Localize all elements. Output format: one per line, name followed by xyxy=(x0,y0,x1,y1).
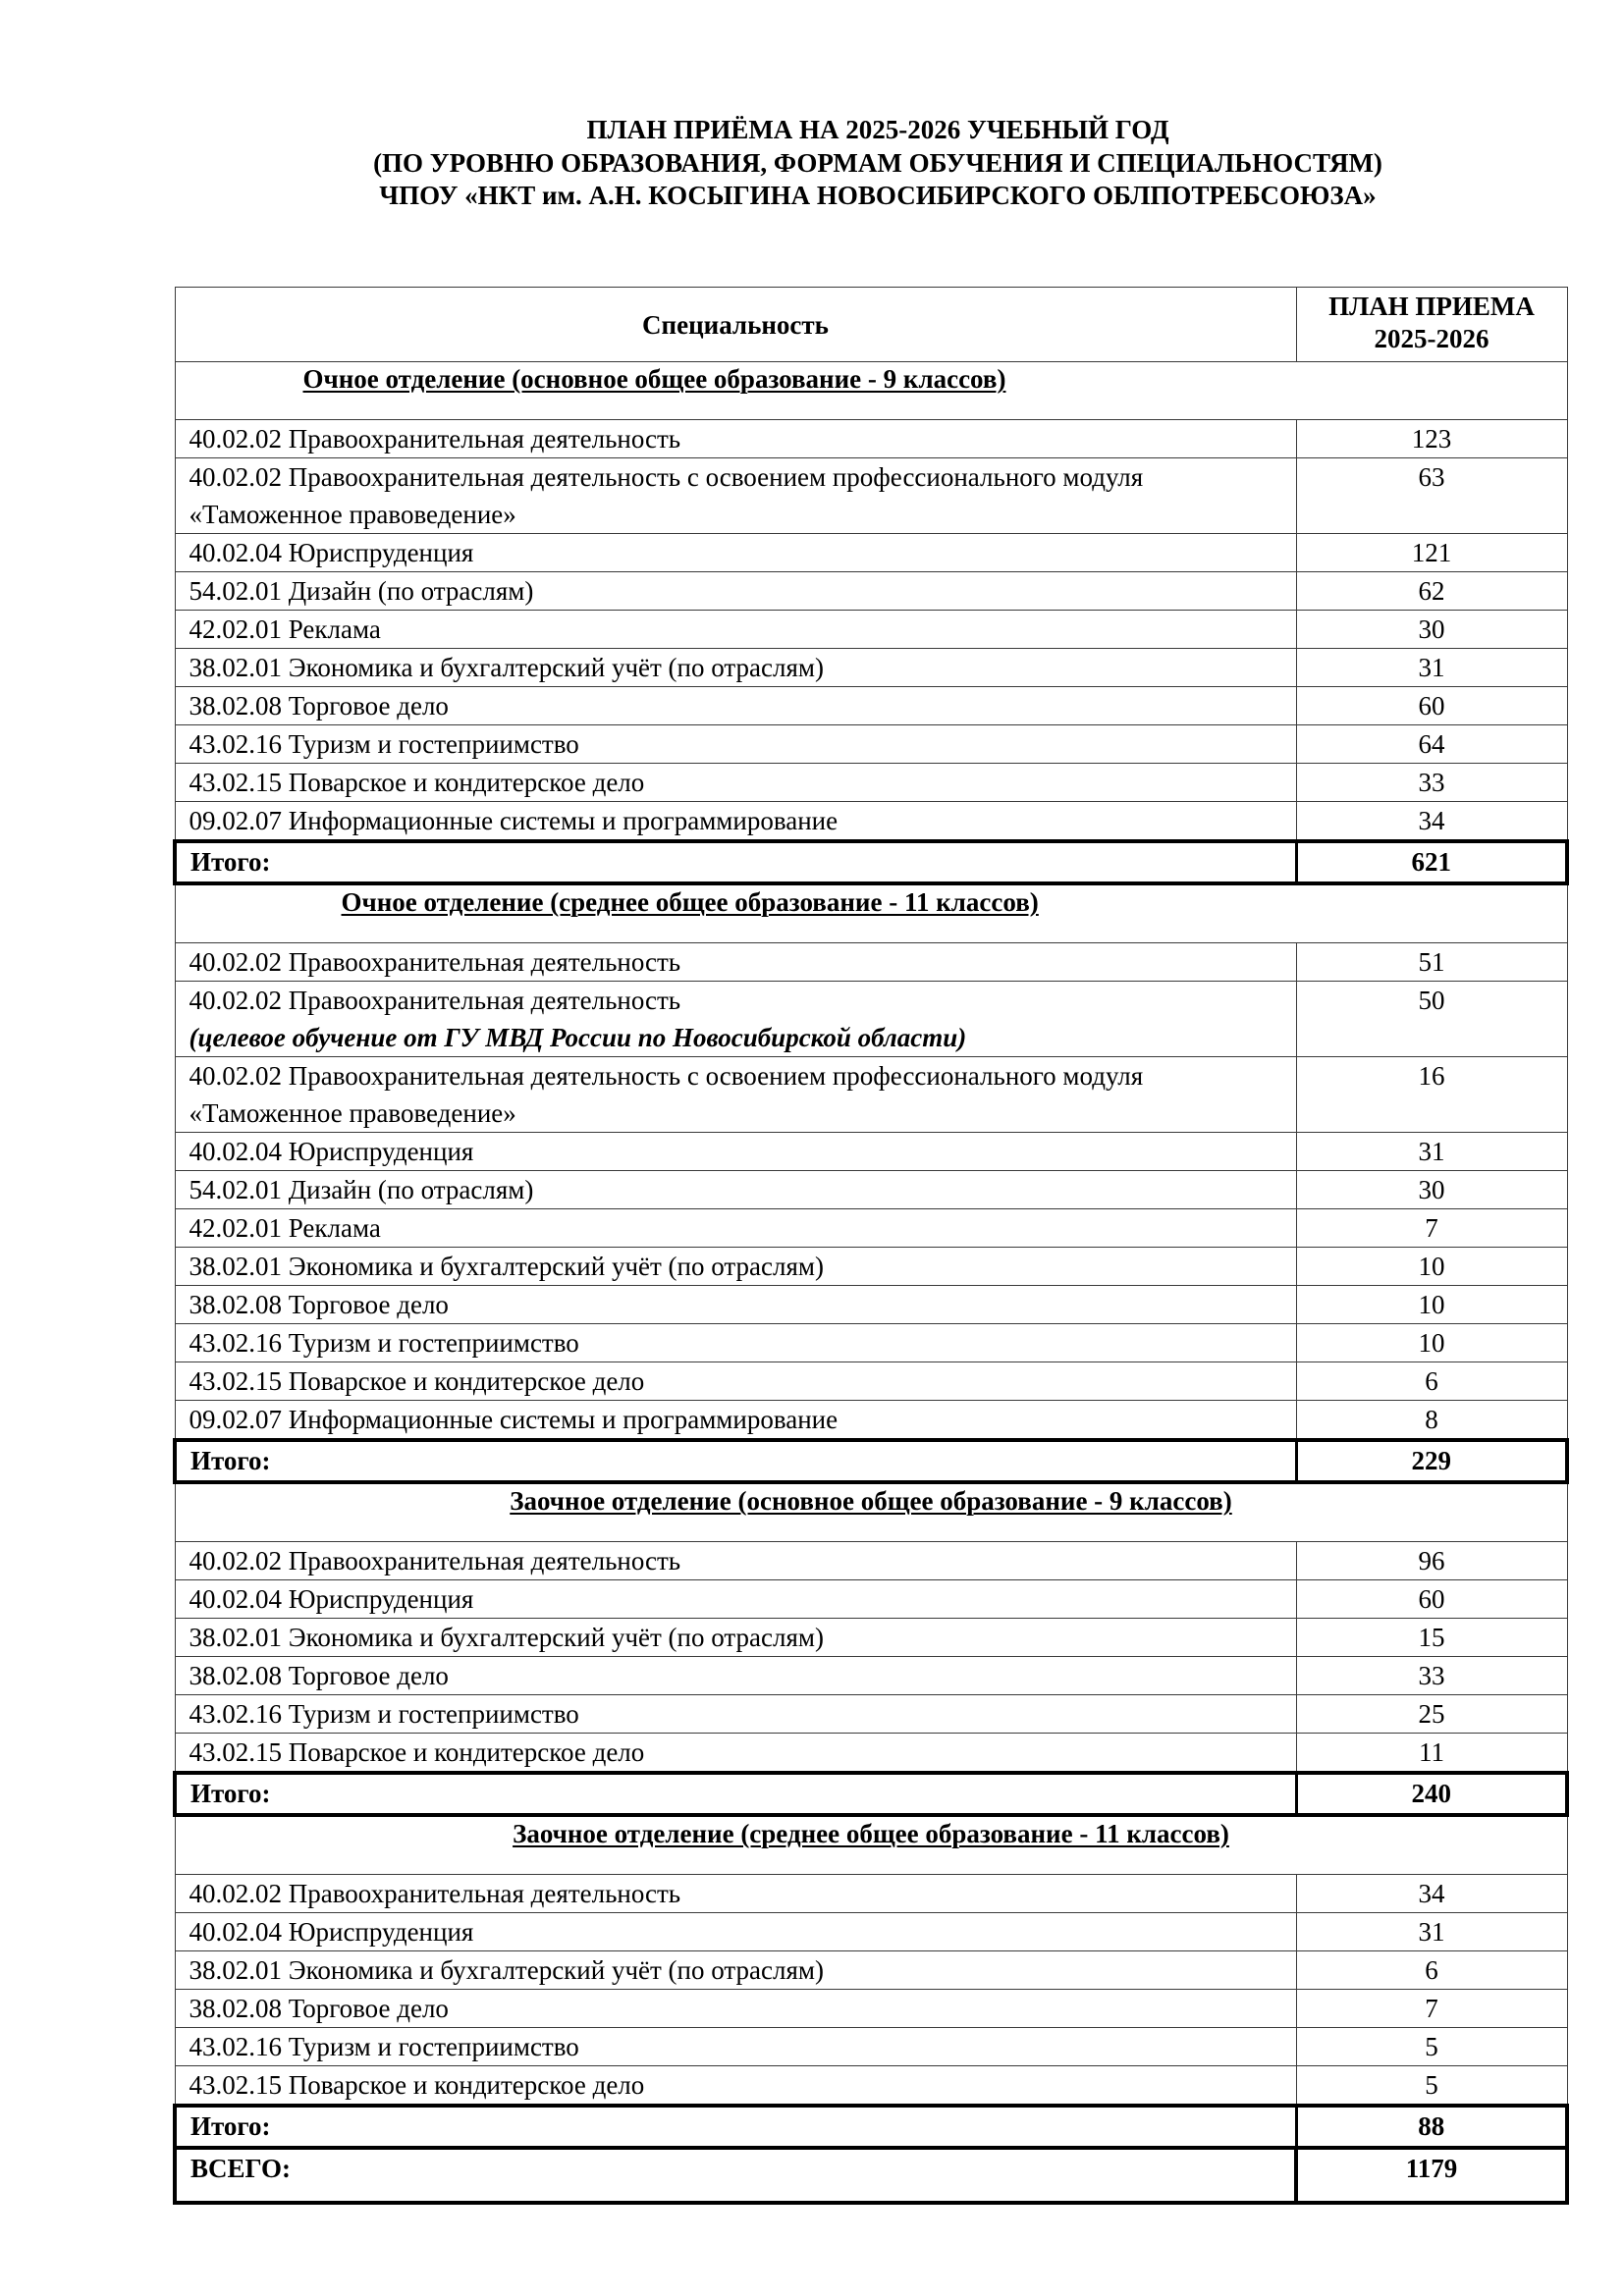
specialty-name: 40.02.02 Правоохранительная деятельность xyxy=(189,1546,681,1575)
table-row xyxy=(175,649,1567,687)
specialty-cell xyxy=(175,1209,1296,1248)
specialty-name: 40.02.02 Правоохранительная деятельность xyxy=(189,1879,681,1908)
table-row xyxy=(175,1362,1567,1401)
plan-value: 30 xyxy=(1296,611,1567,649)
plan-value: 64 xyxy=(1296,725,1567,764)
table-row xyxy=(175,1171,1567,1209)
plan-value: 63 xyxy=(1296,458,1567,534)
specialty-name: 40.02.04 Юриспруденция xyxy=(189,1137,474,1166)
table-header-row xyxy=(175,288,1567,362)
table-row xyxy=(175,1324,1567,1362)
table-row xyxy=(175,1619,1567,1657)
subtotal-row xyxy=(175,2106,1567,2148)
table-row xyxy=(175,1875,1567,1913)
plan-value: 15 xyxy=(1296,1619,1567,1657)
specialty-cell xyxy=(175,943,1296,982)
header-specialty: Специальность xyxy=(175,288,1296,362)
plan-value: 34 xyxy=(1296,802,1567,842)
specialty-name: 38.02.01 Экономика и бухгалтерский учёт (по отраслям) xyxy=(189,1955,824,1985)
specialty-cell xyxy=(175,1286,1296,1324)
specialty-name: 43.02.15 Поварское и кондитерское дело xyxy=(189,768,645,797)
table-row xyxy=(175,1695,1567,1734)
table-row xyxy=(175,1133,1567,1171)
plan-value: 7 xyxy=(1296,1209,1567,1248)
specialty-cell xyxy=(175,420,1296,458)
plan-value: 51 xyxy=(1296,943,1567,982)
specialty-name: 43.02.16 Туризм и гостеприимство xyxy=(189,1328,579,1358)
specialty-cell xyxy=(175,649,1296,687)
specialty-cell xyxy=(175,1057,1296,1133)
specialty-cell xyxy=(175,1580,1296,1619)
grand-total-row xyxy=(175,2148,1567,2203)
table-row xyxy=(175,1734,1567,1774)
title-line-1: ПЛАН ПРИЁМА НА 2025-2026 УЧЕБНЫЙ ГОД xyxy=(586,115,1169,144)
title-line-3: ЧПОУ «НКТ им. А.Н. КОСЫГИНА НОВОСИБИРСКОГО ОБЛПОТРЕБСОЮЗА» xyxy=(379,181,1377,210)
subtotal-row xyxy=(175,1773,1567,1815)
plan-value: 5 xyxy=(1296,2066,1567,2107)
specialty-name: 40.02.02 Правоохранительная деятельность с освоением профессионального модуля xyxy=(189,1061,1144,1091)
specialty-cell xyxy=(175,611,1296,649)
section-header-row xyxy=(175,883,1567,943)
table-row xyxy=(175,1542,1567,1580)
specialty-cell xyxy=(175,1875,1296,1913)
section-header-cell xyxy=(175,1815,1567,1875)
specialty-cell xyxy=(175,1990,1296,2028)
table-row xyxy=(175,764,1567,802)
specialty-name: 40.02.02 Правоохранительная деятельность xyxy=(189,947,681,977)
table-row xyxy=(175,1209,1567,1248)
plan-value: 6 xyxy=(1296,1362,1567,1401)
plan-value: 60 xyxy=(1296,1580,1567,1619)
specialty-cell xyxy=(175,1657,1296,1695)
plan-value: 96 xyxy=(1296,1542,1567,1580)
specialty-name: 38.02.08 Торговое дело xyxy=(189,1994,449,2023)
specialty-name: 43.02.16 Туризм и гостеприимство xyxy=(189,729,579,759)
specialty-cell xyxy=(175,1362,1296,1401)
specialty-cell xyxy=(175,1695,1296,1734)
header-plan-line-2: 2025-2026 xyxy=(1374,324,1489,353)
table-row xyxy=(175,687,1567,725)
grand-total-value: 1179 xyxy=(1296,2148,1567,2203)
specialty-cell xyxy=(175,1401,1296,1441)
plan-value: 31 xyxy=(1296,1913,1567,1951)
specialty-name: 09.02.07 Информационные системы и программирование xyxy=(189,806,839,835)
specialty-name: 54.02.01 Дизайн (по отраслям) xyxy=(189,576,534,606)
specialty-module: «Таможенное правоведение» xyxy=(189,1098,516,1128)
specialty-name: 43.02.16 Туризм и гостеприимство xyxy=(189,2032,579,2061)
specialty-name: 40.02.02 Правоохранительная деятельность xyxy=(189,424,681,454)
document-title xyxy=(0,114,1624,213)
table-row xyxy=(175,1913,1567,1951)
table-row xyxy=(175,611,1567,649)
title-line-2: (ПО УРОВНЮ ОБРАЗОВАНИЯ, ФОРМАМ ОБУЧЕНИЯ И СПЕЦИАЛЬНОСТЯМ) xyxy=(373,147,1382,178)
specialty-cell xyxy=(175,2028,1296,2066)
specialty-name: 38.02.01 Экономика и бухгалтерский учёт (по отраслям) xyxy=(189,653,824,682)
specialty-name: 38.02.01 Экономика и бухгалтерский учёт (по отраслям) xyxy=(189,1252,824,1281)
specialty-cell xyxy=(175,1133,1296,1171)
section-title: Заочное отделение (основное общее образование - 9 классов) xyxy=(510,1486,1232,1516)
specialty-cell xyxy=(175,458,1296,534)
specialty-name: 38.02.08 Торговое дело xyxy=(189,1661,449,1690)
specialty-cell xyxy=(175,1913,1296,1951)
table-row xyxy=(175,1580,1567,1619)
specialty-name: 09.02.07 Информационные системы и программирование xyxy=(189,1405,839,1434)
specialty-name: 40.02.04 Юриспруденция xyxy=(189,538,474,567)
specialty-name: 43.02.16 Туризм и гостеприимство xyxy=(189,1699,579,1729)
subtotal-label: Итого: xyxy=(175,841,1296,883)
plan-value: 62 xyxy=(1296,572,1567,611)
specialty-cell xyxy=(175,764,1296,802)
table-row xyxy=(175,1990,1567,2028)
table-row xyxy=(175,572,1567,611)
section-title: Заочное отделение (среднее общее образование - 11 классов) xyxy=(513,1819,1229,1848)
specialty-name: 38.02.01 Экономика и бухгалтерский учёт (по отраслям) xyxy=(189,1623,824,1652)
plan-value: 60 xyxy=(1296,687,1567,725)
specialty-cell xyxy=(175,572,1296,611)
table-row xyxy=(175,2066,1567,2107)
plan-value: 25 xyxy=(1296,1695,1567,1734)
specialty-cell xyxy=(175,982,1296,1057)
table-row xyxy=(175,2028,1567,2066)
specialty-name: 43.02.15 Поварское и кондитерское дело xyxy=(189,2070,645,2100)
plan-value: 16 xyxy=(1296,1057,1567,1133)
specialty-cell xyxy=(175,802,1296,842)
specialty-name: 38.02.08 Торговое дело xyxy=(189,691,449,721)
specialty-name: 38.02.08 Торговое дело xyxy=(189,1290,449,1319)
plan-value: 31 xyxy=(1296,1133,1567,1171)
plan-value: 33 xyxy=(1296,1657,1567,1695)
subtotal-value: 240 xyxy=(1296,1773,1567,1815)
section-header-cell xyxy=(175,883,1567,943)
specialty-name: 42.02.01 Реклама xyxy=(189,614,381,644)
specialty-cell xyxy=(175,1171,1296,1209)
specialty-cell xyxy=(175,2066,1296,2107)
specialty-name: 43.02.15 Поварское и кондитерское дело xyxy=(189,1737,645,1767)
plan-value: 8 xyxy=(1296,1401,1567,1441)
subtotal-label: Итого: xyxy=(175,2106,1296,2148)
subtotal-value: 88 xyxy=(1296,2106,1567,2148)
plan-value: 31 xyxy=(1296,649,1567,687)
subtotal-value: 621 xyxy=(1296,841,1567,883)
plan-value: 10 xyxy=(1296,1324,1567,1362)
section-title: Очное отделение (среднее общее образование - 11 классов) xyxy=(341,887,1039,917)
specialty-cell xyxy=(175,1734,1296,1774)
specialty-name: 40.02.04 Юриспруденция xyxy=(189,1917,474,1947)
plan-value: 50 xyxy=(1296,982,1567,1057)
specialty-name: 40.02.02 Правоохранительная деятельность xyxy=(189,986,681,1015)
section-header-cell xyxy=(175,362,1567,420)
grand-total-label: ВСЕГО: xyxy=(175,2148,1296,2203)
table-row xyxy=(175,1057,1567,1133)
specialty-cell xyxy=(175,534,1296,572)
section-header-row xyxy=(175,1482,1567,1542)
specialty-cell xyxy=(175,1619,1296,1657)
table-row xyxy=(175,1248,1567,1286)
specialty-note: (целевое обучение от ГУ МВД России по Новосибирской области) xyxy=(189,1023,967,1052)
subtotal-label: Итого: xyxy=(175,1773,1296,1815)
subtotal-row xyxy=(175,841,1567,883)
plan-value: 123 xyxy=(1296,420,1567,458)
section-header-row xyxy=(175,1815,1567,1875)
subtotal-label: Итого: xyxy=(175,1440,1296,1482)
specialty-cell xyxy=(175,1248,1296,1286)
header-plan-line-1: ПЛАН ПРИЕМА xyxy=(1328,292,1535,321)
plan-value: 6 xyxy=(1296,1951,1567,1990)
subtotal-row xyxy=(175,1440,1567,1482)
plan-value: 10 xyxy=(1296,1248,1567,1286)
plan-value: 34 xyxy=(1296,1875,1567,1913)
table-row xyxy=(175,1951,1567,1990)
specialty-cell xyxy=(175,687,1296,725)
table-row xyxy=(175,458,1567,534)
specialty-name: 40.02.04 Юриспруденция xyxy=(189,1584,474,1614)
specialty-name: 42.02.01 Реклама xyxy=(189,1213,381,1243)
table-row xyxy=(175,1286,1567,1324)
subtotal-value: 229 xyxy=(1296,1440,1567,1482)
specialty-cell xyxy=(175,1542,1296,1580)
specialty-cell xyxy=(175,1324,1296,1362)
table-row xyxy=(175,802,1567,842)
specialty-module: «Таможенное правоведение» xyxy=(189,500,516,529)
plan-value: 121 xyxy=(1296,534,1567,572)
section-header-row xyxy=(175,362,1567,420)
plan-value: 5 xyxy=(1296,2028,1567,2066)
specialty-cell xyxy=(175,725,1296,764)
specialty-name: 54.02.01 Дизайн (по отраслям) xyxy=(189,1175,534,1204)
table-row xyxy=(175,534,1567,572)
plan-value: 11 xyxy=(1296,1734,1567,1774)
table-row xyxy=(175,943,1567,982)
plan-value: 30 xyxy=(1296,1171,1567,1209)
plan-value: 33 xyxy=(1296,764,1567,802)
section-title: Очное отделение (основное общее образование - 9 классов) xyxy=(302,364,1006,394)
admission-plan-table xyxy=(173,287,1569,2205)
table-row xyxy=(175,1657,1567,1695)
table-row xyxy=(175,725,1567,764)
plan-value: 10 xyxy=(1296,1286,1567,1324)
plan-value: 7 xyxy=(1296,1990,1567,2028)
table-row xyxy=(175,420,1567,458)
header-plan xyxy=(1296,288,1567,362)
section-header-cell xyxy=(175,1482,1567,1542)
table-row xyxy=(175,982,1567,1057)
specialty-cell xyxy=(175,1951,1296,1990)
table-row xyxy=(175,1401,1567,1441)
specialty-name: 40.02.02 Правоохранительная деятельность с освоением профессионального модуля xyxy=(189,462,1144,492)
specialty-name: 43.02.15 Поварское и кондитерское дело xyxy=(189,1366,645,1396)
